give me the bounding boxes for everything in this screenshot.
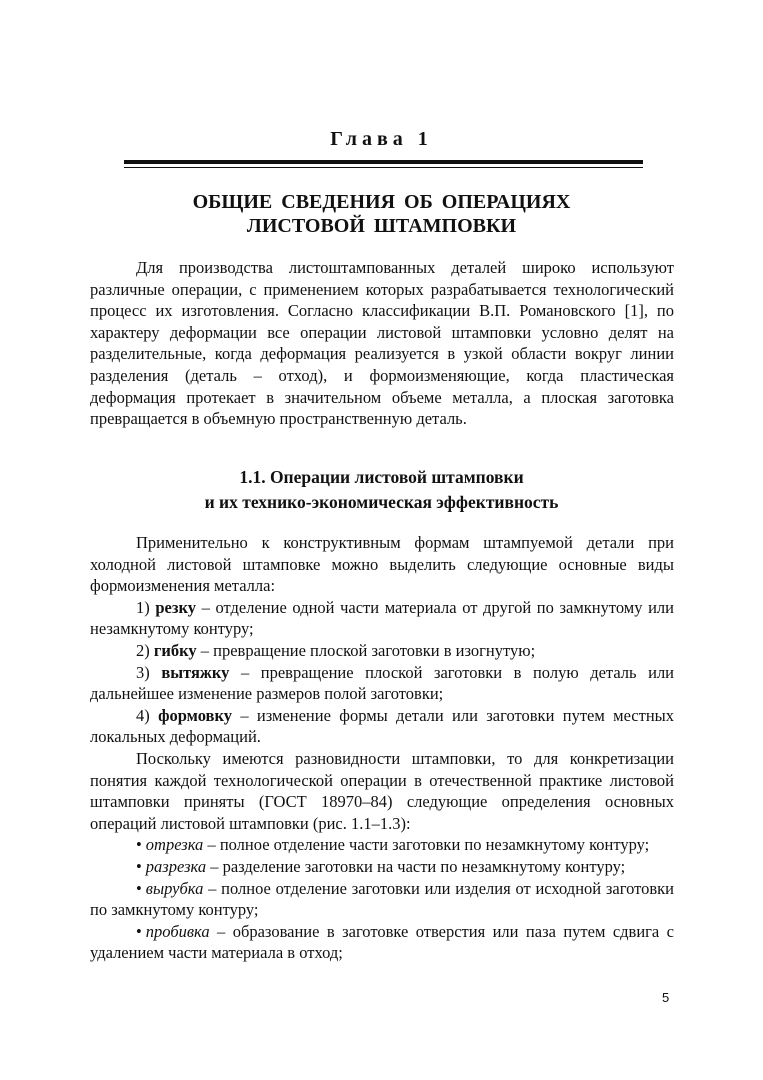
bullet-text: – образование в заготовке отверстия или паза путем сдвига с удалением части материала в отход; [90, 921, 674, 963]
section-heading [0, 465, 763, 515]
bullet-term: вырубка [145, 878, 204, 898]
list-item-term: вытяжку [161, 662, 230, 682]
list-item-term: формовку [158, 705, 232, 725]
list-item [90, 705, 674, 748]
chapter-title-line-1: ОБЩИЕ СВЕДЕНИЯ ОБ ОПЕРАЦИЯХ [192, 191, 571, 213]
bullet-text: – полное отделение заготовки или изделия от исходной заготовки по замкнутому контуру; [90, 878, 674, 920]
chapter-title-line-2: ЛИСТОВОЙ ШТАМПОВКИ [246, 215, 517, 237]
list-item-text: – превращение плоской заготовки в изогнутую; [196, 640, 536, 660]
list-item [90, 640, 674, 662]
bullet-term: пробивка [145, 921, 210, 941]
intro-block [90, 257, 674, 430]
section-body [90, 532, 674, 964]
paragraph: Применительно к конструктивным формам штампуемой детали при холодной листовой штамповке можно выделить следующие основные виды формоизменения металла: [90, 533, 674, 596]
bullet-item [90, 921, 674, 964]
section-heading-line-2: и их технико-экономическая эффективность [204, 492, 559, 512]
chapter-rule-thick [124, 160, 643, 164]
page-number: 5 [662, 990, 670, 1005]
bullet-item [90, 856, 674, 878]
bullet-term: отрезка [145, 835, 204, 855]
bullet-text: – разделение заготовки на части по незамкнутому контуру; [206, 856, 626, 876]
list-item-term: гибку [153, 640, 197, 660]
bullet-item [90, 834, 674, 856]
intro-paragraph: Для производства листоштампованных деталей широко используют различные операции, с применением которых разрабатывается технологический процесс их изготовления. Согласно классификации В.П. Романовского [1], по характеру деформации все операции листовой штамповки условно делят на разделительные, когда деформация реализуется в узкой области вокруг линии разделения (деталь – отход), и формоизменяющие, когда пластическая деформация протекает в значительном объеме металла, а плоская заготовка превращается в объемную пространственную деталь. [90, 258, 674, 429]
chapter-rule-thin [124, 167, 643, 168]
list-item [90, 662, 674, 705]
list-item-number: 3) [136, 662, 150, 682]
list-item-term: резку [155, 597, 197, 617]
chapter-title [0, 190, 763, 238]
bullet-item [90, 878, 674, 921]
section-heading-line-1: 1.1. Операции листовой штамповки [239, 467, 524, 487]
bullet-text: – полное отделение части заготовки по незамкнутому контуру; [203, 835, 650, 855]
list-item [90, 597, 674, 640]
list-item-number: 1) [136, 597, 150, 617]
list-item-text: – превращение плоской заготовки в полую деталь или дальнейшее изменение размеров полой заготовки; [90, 662, 675, 704]
paragraph: Поскольку имеются разновидности штамповки, то для конкретизации понятия каждой технологической операции в отечественной практике листовой штамповки приняты (ГОСТ 18970–84) следующие определения основных операций листовой штамповки (рис. 1.1–1.3): [90, 748, 674, 833]
list-item-text: – изменение формы детали или заготовки путем местных локальных деформаций. [90, 705, 674, 747]
bullet-term: разрезка [145, 856, 207, 876]
list-item-number: 2) [136, 640, 150, 660]
list-item-number: 4) [136, 705, 150, 725]
chapter-heading: Глава 1 [330, 128, 433, 150]
list-item-text: – отделение одной части материала от другой по замкнутому или незамкнутому контуру; [90, 597, 674, 639]
